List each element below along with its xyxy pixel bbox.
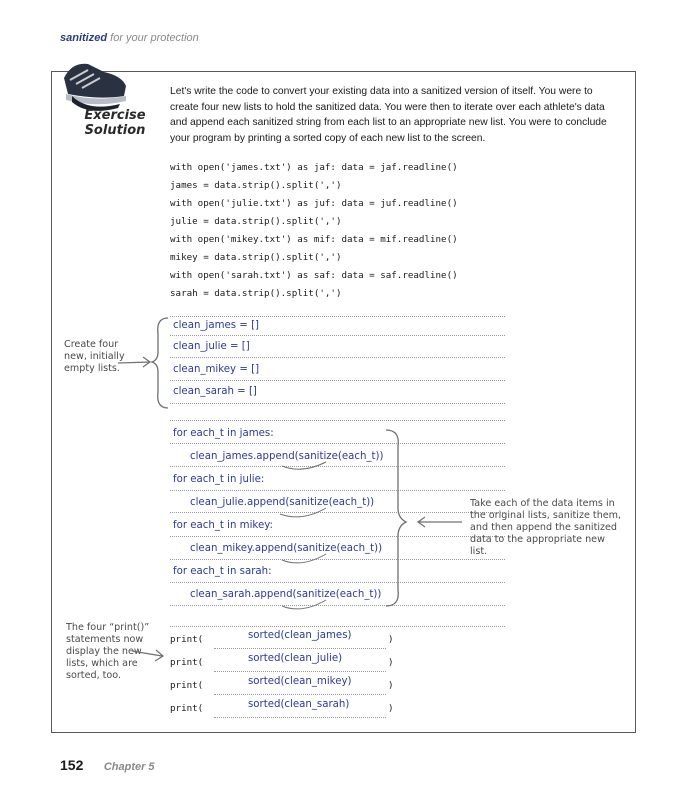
- handwritten-clean-list: clean_mikey = []: [173, 364, 260, 375]
- handwritten-sorted-call: sorted(clean_sarah): [248, 699, 350, 710]
- badge-line-1: Exercise: [84, 108, 146, 123]
- print-prefix: print(: [170, 680, 204, 691]
- header-subtitle: for your protection: [110, 32, 199, 44]
- print-suffix: ): [388, 634, 394, 645]
- left-brace: [152, 318, 168, 408]
- annotation-line: sorted, too.: [66, 670, 122, 681]
- handwritten-sorted-call: sorted(clean_mikey): [248, 676, 352, 687]
- loop-arrow: [282, 462, 326, 469]
- handwritten-clean-list: clean_james = []: [173, 320, 260, 331]
- header-topic: sanitized: [60, 32, 108, 44]
- annotation-line: display the new: [66, 646, 142, 657]
- handwritten-append: clean_julie.append(sanitize(each_t)): [190, 497, 375, 508]
- handwritten-for-loop: for each_t in mikey:: [173, 520, 273, 531]
- handwritten-sorted-call: sorted(clean_julie): [248, 653, 343, 664]
- print-suffix: ): [388, 680, 394, 691]
- annotation-line: lists, which are: [66, 658, 138, 669]
- code-line: with open('julie.txt') as juf: data = juf.readline(): [170, 198, 458, 209]
- annotation-line: and then append the sanitized: [470, 522, 618, 533]
- loop-arrow: [282, 554, 326, 563]
- annotation-line: Create four: [64, 339, 119, 350]
- right-brace: [386, 430, 406, 606]
- annotation-line: empty lists.: [64, 363, 120, 374]
- annotation-line: The four “print()”: [66, 622, 150, 633]
- loop-arrow: [280, 508, 326, 517]
- annotation-line: new, initially: [64, 351, 125, 362]
- handwritten-sorted-call: sorted(clean_james): [248, 630, 352, 641]
- intro-paragraph: Let's write the code to convert your existing data into a sanitized version of itself. You were to create four new lists to hold the sanitized data. You were then to iterate over each athlete's data and append each sanitized string from each list to an appropriate new list. You were to conclude your program by printing a sorted copy of each new list to the screen.: [170, 86, 607, 144]
- page-number: 152: [60, 757, 84, 773]
- page-footer: [60, 757, 155, 775]
- print-prefix: print(: [170, 703, 204, 714]
- code-line: sarah = data.strip().split(','): [170, 288, 342, 299]
- chapter-label: Chapter 5: [103, 761, 155, 773]
- loop-arrow: [282, 600, 326, 609]
- handwritten-append: clean_james.append(sanitize(each_t)): [190, 451, 384, 462]
- handwritten-append: clean_mikey.append(sanitize(each_t)): [190, 543, 383, 554]
- handwritten-for-loop: for each_t in julie:: [173, 474, 265, 485]
- handwritten-clean-list: clean_sarah = []: [173, 386, 257, 397]
- annotation-line: the original lists, sanitize them,: [470, 510, 622, 521]
- code-line: with open('mikey.txt') as mif: data = mif.readline(): [170, 234, 458, 245]
- annotation-line: list.: [470, 546, 488, 557]
- print-suffix: ): [388, 703, 394, 714]
- annotation-line: statements now: [66, 634, 144, 645]
- annotation-line: Take each of the data items in: [470, 498, 615, 509]
- print-suffix: ): [388, 657, 394, 668]
- code-line: james = data.strip().split(','): [170, 180, 342, 191]
- code-line: julie = data.strip().split(','): [170, 216, 342, 227]
- handwritten-for-loop: for each_t in james:: [173, 428, 274, 439]
- handwritten-for-loop: for each_t in sarah:: [173, 566, 272, 577]
- handwritten-append: clean_sarah.append(sanitize(each_t)): [190, 589, 382, 600]
- badge-line-2: Solution: [84, 123, 146, 138]
- print-prefix: print(: [170, 634, 204, 645]
- code-line: with open('sarah.txt') as saf: data = saf.readline(): [170, 270, 458, 281]
- code-line: with open('james.txt') as jaf: data = jaf.readline(): [170, 162, 458, 173]
- create-arrow: [118, 362, 150, 363]
- print-prefix: print(: [170, 657, 204, 668]
- code-line: mikey = data.strip().split(','): [170, 252, 342, 263]
- annotation-line: data to the appropriate new: [470, 534, 605, 545]
- handwritten-clean-list: clean_julie = []: [173, 341, 250, 352]
